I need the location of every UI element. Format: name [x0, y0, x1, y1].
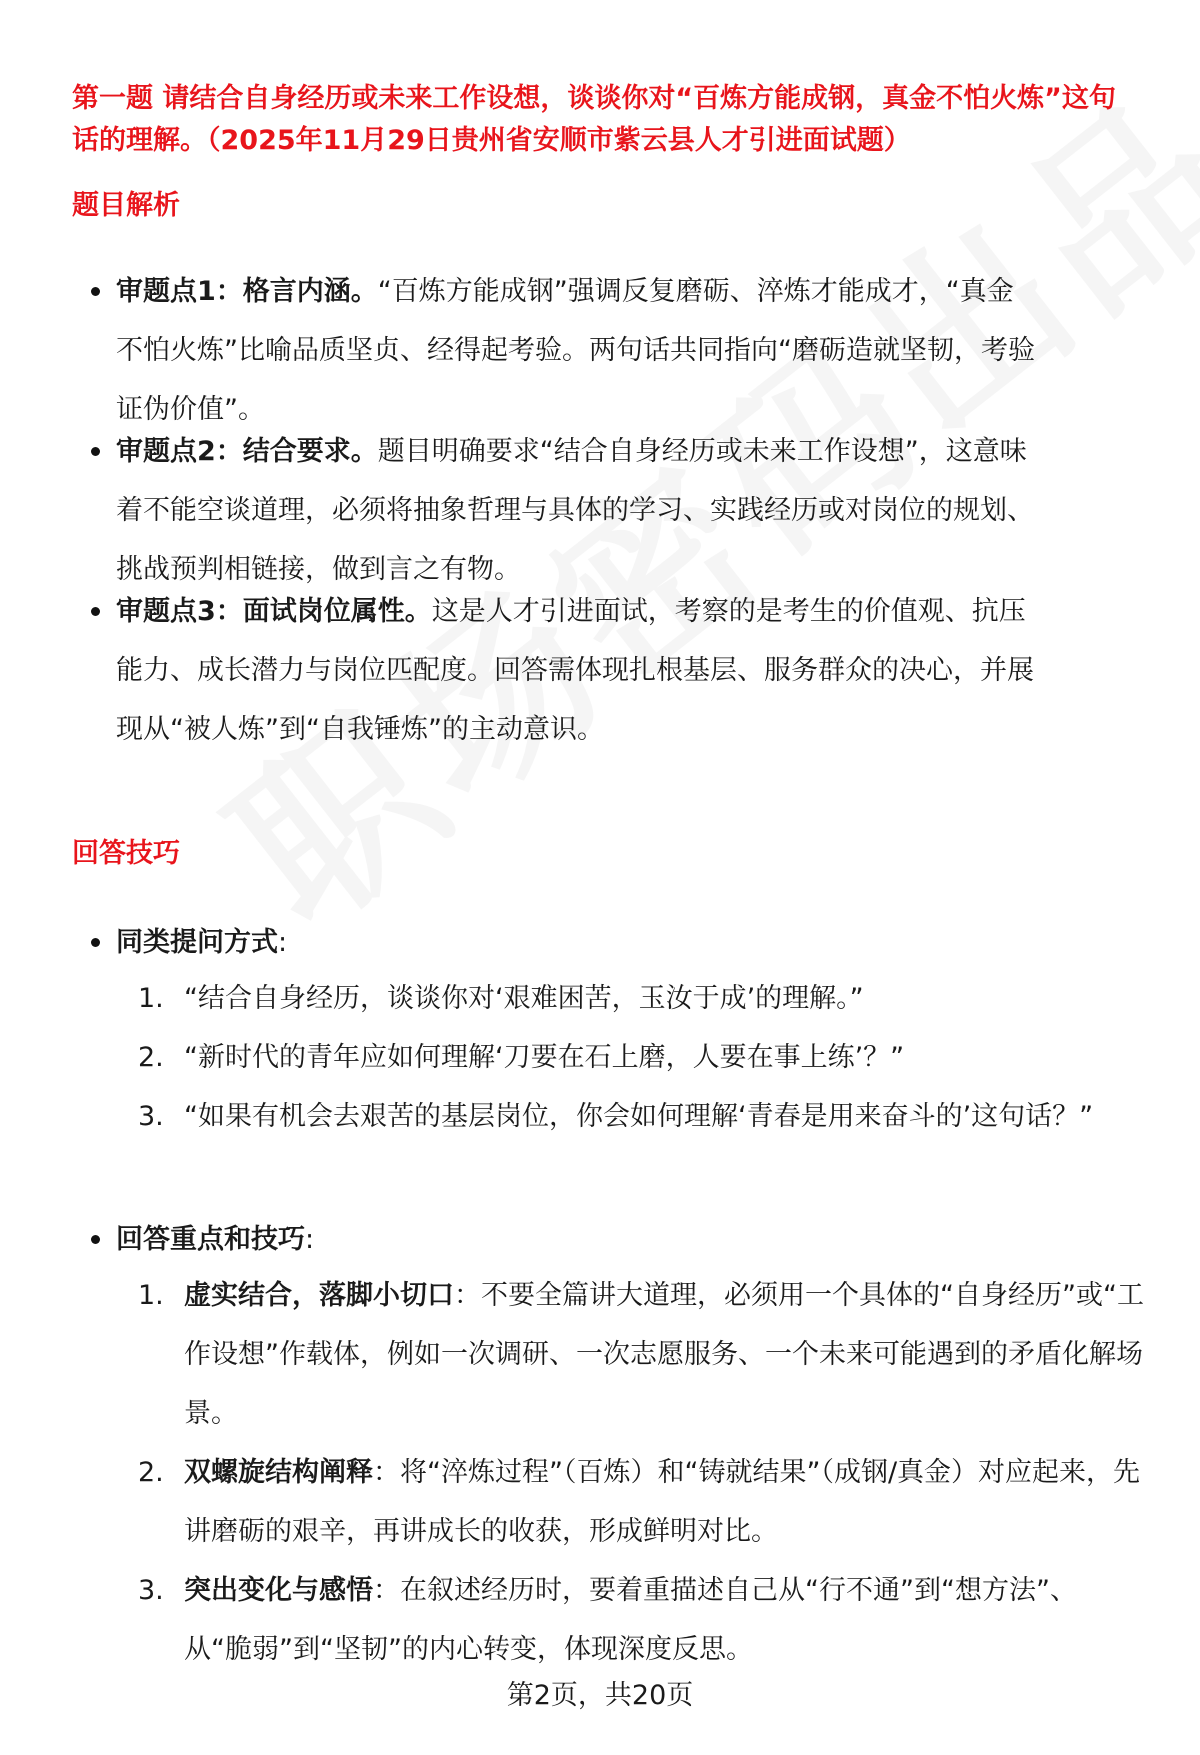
key-point-label: 双螺旋结构阐释 [184, 1457, 373, 1488]
bullet-dot [91, 938, 100, 947]
skills-heading: 回答技巧 [72, 838, 180, 869]
analysis-point-2 [116, 422, 1036, 599]
key-point-text: ：不要全篇讲大道理，必须用一个具体的“自身经历”或“工作设想”作载体，例如一次调研、一次志愿服务、一个未来可能遇到的矛盾化解场景。 [184, 1280, 1144, 1429]
similar-question-1: “结合自身经历，谈谈你对‘艰难困苦，玉汝于成’的理解。” [184, 983, 864, 1014]
analysis-point-1 [116, 262, 1036, 439]
analysis-heading: 题目解析 [72, 190, 180, 221]
bullet-dot [91, 447, 100, 456]
key-point-3 [184, 1561, 1144, 1679]
key-points-label: 回答重点和技巧 [116, 1224, 305, 1255]
similar-question-3: “如果有机会去艰苦的基层岗位，你会如何理解‘青春是用来奋斗的’这句话？” [184, 1101, 1094, 1132]
analysis-point-label: 审题点1：格言内涵。 [116, 276, 378, 307]
analysis-point-label: 审题点3：面试岗位属性。 [116, 596, 432, 627]
page-number: 第2页，共20页 [506, 1680, 694, 1711]
list-number: 1. [138, 1280, 164, 1311]
list-number: 2. [138, 1042, 164, 1073]
bullet-dot [91, 607, 100, 616]
key-point-label: 虚实结合，落脚小切口 [184, 1280, 454, 1311]
analysis-point-text: “百炼方能成钢”强调反复磨砺、淬炼才能成才，“真金不怕火炼”比喻品质坚贞、经得起考验。两句话共同指向“磨砺造就坚韧，考验证伪价值”。 [116, 276, 1035, 425]
similar-question-2: “新时代的青年应如何理解‘刀要在石上磨，人要在事上练’？” [184, 1042, 905, 1073]
key-point-1 [184, 1266, 1144, 1443]
analysis-point-3 [116, 582, 1036, 759]
question-title: 第一题 请结合自身经历或未来工作设想，谈谈你对“百炼方能成钢，真金不怕火炼”这句话的理解。（2025年11月29日贵州省安顺市紫云县人才引进面试题） [72, 83, 1116, 156]
key-point-label: 突出变化与感悟 [184, 1575, 373, 1606]
analysis-point-label: 审题点2：结合要求。 [116, 436, 378, 467]
similar-questions-heading [116, 913, 287, 972]
list-number: 3. [138, 1575, 164, 1606]
analysis-point-text: 这是人才引进面试，考察的是考生的价值观、抗压能力、成长潜力与岗位匹配度。回答需体现扎根基层、服务群众的决心，并展现从“被人炼”到“自我锤炼”的主动意识。 [116, 596, 1034, 745]
bullet-dot [91, 287, 100, 296]
list-number: 3. [138, 1101, 164, 1132]
list-number: 2. [138, 1457, 164, 1488]
list-number: 1. [138, 983, 164, 1014]
similar-questions-label: 同类提问方式 [116, 927, 278, 958]
analysis-point-text: 题目明确要求“结合自身经历或未来工作设想”，这意味着不能空谈道理，必须将抽象哲理与具体的学习、实践经历或对岗位的规划、挑战预判相链接，做到言之有物。 [116, 436, 1034, 585]
bullet-dot [91, 1235, 100, 1244]
key-points-colon: : [305, 1224, 315, 1255]
key-point-text: ：在叙述经历时，要着重描述自己从“行不通”到“想方法”、从“脆弱”到“坚韧”的内心转变，体现深度反思。 [184, 1575, 1077, 1665]
key-point-2 [184, 1443, 1144, 1561]
key-point-text: ：将“淬炼过程”（百炼）和“铸就结果”（成钢/真金）对应起来，先讲磨砺的艰辛，再讲成长的收获，形成鲜明对比。 [184, 1457, 1141, 1547]
key-points-heading [116, 1210, 314, 1269]
similar-questions-colon: : [278, 927, 288, 958]
